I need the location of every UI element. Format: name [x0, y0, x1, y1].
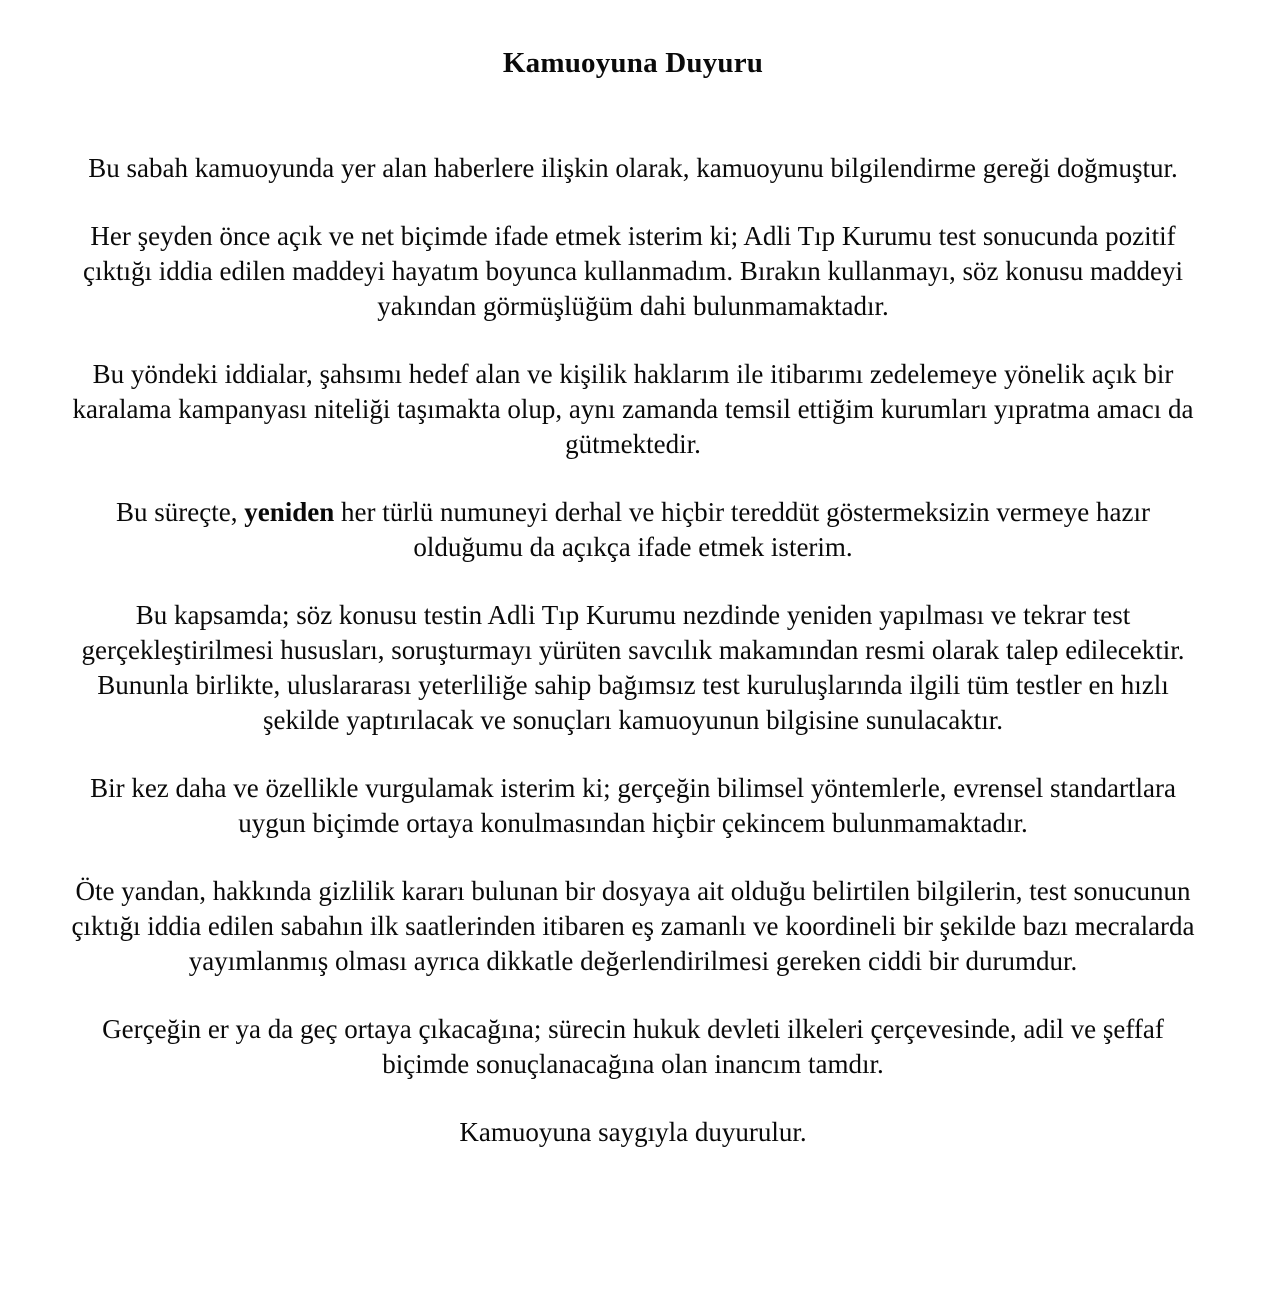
text-run: Bu kapsamda; söz konusu testin Adli Tıp Kurumu nezdinde yeniden yapılması ve tekrar test gerçekleştirilmesi hususları, soruşturmayı yürüten savcılık makamından resmi olarak talep edilecektir. — [81, 600, 1185, 665]
paragraph-retest-request — [70, 598, 1196, 668]
paragraph-intro — [70, 151, 1196, 186]
paragraph-smear-campaign — [70, 357, 1196, 462]
closing-line: Kamuoyuna saygıyla duyurulur. — [459, 1117, 807, 1147]
text-run: Bir kez daha ve özellikle vurgulamak isterim ki; gerçeğin bilimsel yöntemlerle, evrensel standartlara uygun biçimde ortaya konulmasından hiçbir çekincem bulunmamaktadır. — [90, 773, 1176, 838]
paragraph-independent-tests — [70, 668, 1196, 738]
text-run: Gerçeğin er ya da geç ortaya çıkacağına; sürecin hukuk devleti ilkeleri çerçevesinde, adil ve şeffaf biçimde sonuçlanacağına olan inancım tamdır. — [102, 1014, 1164, 1079]
text-run: her türlü numuneyi derhal ve hiçbir tereddüt göstermeksizin vermeye hazır olduğumu da açıkça ifade etmek isterim. — [334, 497, 1150, 562]
text-run: Her şeyden önce açık ve net biçimde ifade etmek isterim ki; Adli Tıp Kurumu test sonucunda pozitif çıktığı iddia edilen maddeyi hayatım boyunca kullanmadım. Bırakın kullanmayı, söz konusu maddeyi yakından görmüşlüğüm dahi bulunmamaktadır. — [82, 221, 1183, 321]
paragraph-sample-readiness — [70, 495, 1196, 565]
text-run: Bu süreçte, — [116, 497, 245, 527]
text-run: Bu yöndeki iddialar, şahsımı hedef alan ve kişilik haklarım ile itibarımı zedelemeye yönelik açık bir karalama kampanyası niteliği taşımakta olup, aynı zamanda temsil ettiğim kurumları yıpratma amacı da gütmektedir. — [72, 359, 1194, 459]
paragraph-scientific-methods — [70, 771, 1196, 841]
text-run: Öte yandan, hakkında gizlilik kararı bulunan bir dosyaya ait olduğu belirtilen bilgilerin, test sonucunun çıktığı iddia edilen sabahın ilk saatlerinden itibaren eş zamanlı ve koordineli bir şekilde bazı mecralarda yayımlanmış olması ayrıca dikkatle değerlendirilmesi gereken ciddi bir durumdur. — [71, 876, 1195, 976]
paragraph-confidential-file — [70, 874, 1196, 979]
bold-text-run: yeniden — [244, 497, 335, 527]
text-run: Bu sabah kamuoyunda yer alan haberlere ilişkin olarak, kamuoyunu bilgilendirme gereği doğmuştur. — [88, 153, 1178, 183]
document-title: Kamuoyuna Duyuru — [502, 47, 764, 79]
paragraph-justice-belief — [70, 1012, 1196, 1082]
text-run: Bununla birlikte, uluslararası yeterliliğe sahip bağımsız test kuruluşlarında ilgili tüm testler en hızlı şekilde yaptırılacak ve sonuçları kamuoyunun bilgisine sunulacaktır. — [97, 670, 1169, 735]
paragraph-denial — [70, 219, 1196, 324]
